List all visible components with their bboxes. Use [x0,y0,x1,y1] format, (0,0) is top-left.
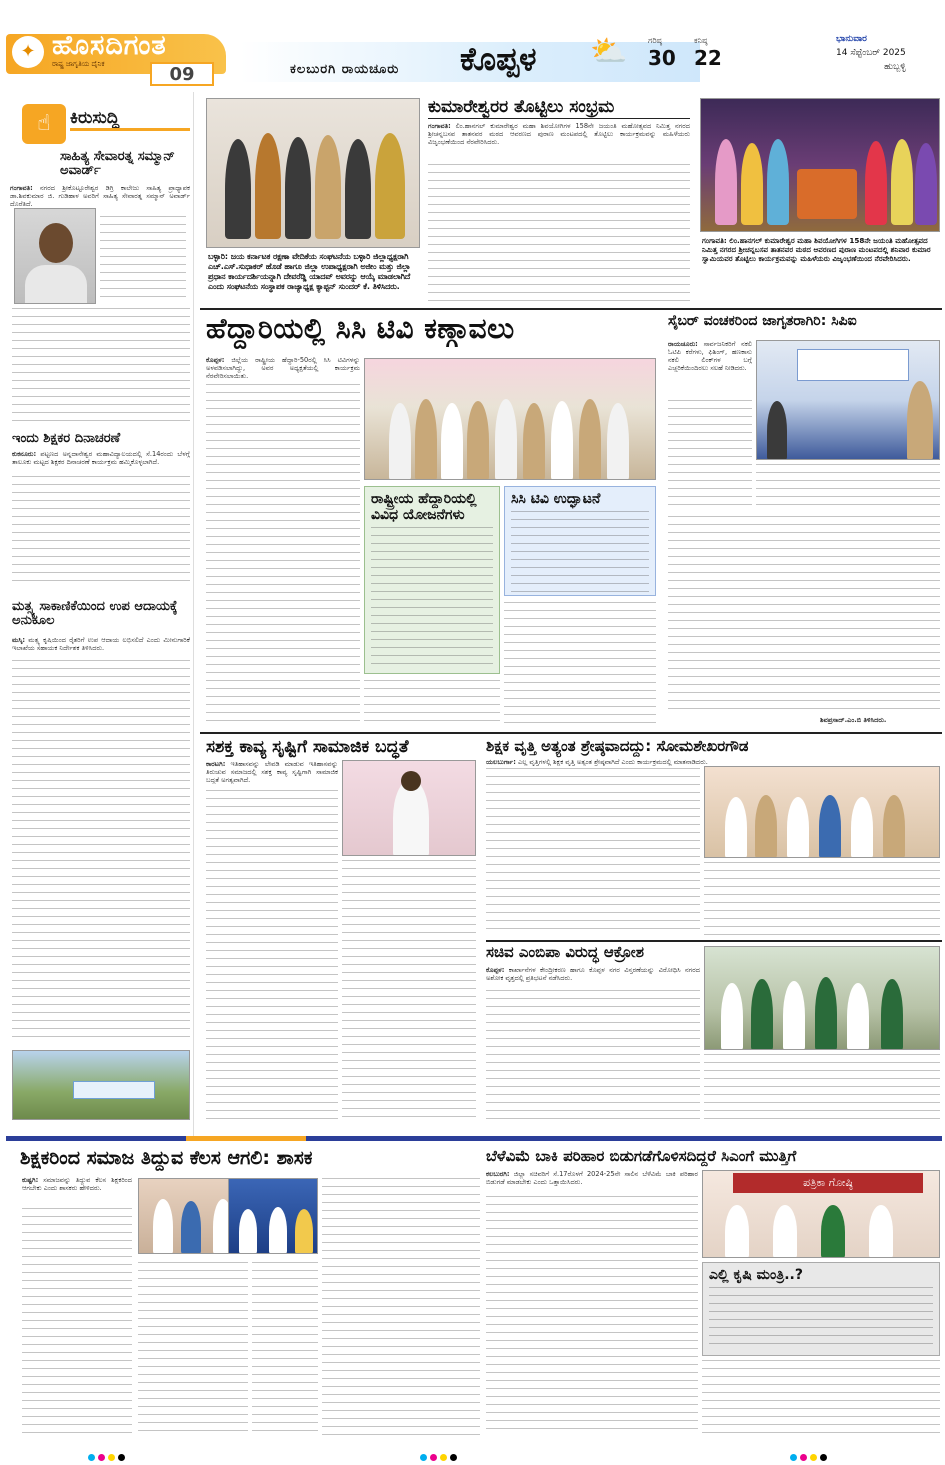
print-registration-marks [790,1446,830,1465]
felicitation-photo [704,766,940,858]
brief-lead: ಮಸ್ಕಿ: ಮತ್ಸ್ಯ ಕೃಷಿಯಿಂದ ರೈತರಿಗೆ ಉಪ ಆದಾಯ ಲಭಿಸಲಿದೆ ಎಂದು ಮೀನುಗಾರಿಕೆ ಇಲಾಖೆಯ ಸಹಾಯಕ ನಿರ್ದೇಶಕ ತಿಳಿಸಿದರು. [12,636,190,653]
quote-box-text [709,1287,933,1349]
portrait-photo [14,208,96,304]
inauguration-photo [364,358,656,480]
brief-lead: ಗಂಗಾವತಿ: ನಗರದ ಶ್ರೀಕೊಟ್ಟೂರೇಶ್ವರ ಡಿಗ್ರಿ ಕಾಲೇಜು ಸಾಹಿತ್ಯ ಪ್ರಾಧ್ಯಾಪಕ ಡಾ.ಶಿವಕುಮಾರ ಜಿ. ಗುಡಿಹಾಳ ಅವರಿಗೆ ಸಾಹಿತ್ಯ ಸೇವಾರತ್ನ ಸಮ್ಮಾನ್ ಅವಾರ್ಡ್ ದೊರೆತಿದೆ. [10,184,190,209]
story-byline: ಶಿವಪ್ರಸಾದ್.ಎಂ.ಬಿ ತಿಳಿಸಿದರು. [820,716,887,724]
lead-headline: ಹೆದ್ದಾರಿಯಲ್ಲಿ ಸಿಸಿ ಟಿವಿ ಕಣ್ಗಾವಲು [206,312,515,345]
info-box-text [511,511,649,593]
story-lead: ಕೊಪ್ಪಳ: ಜಿಲ್ಲೆಯ ರಾಷ್ಟ್ರೀಯ ಹೆದ್ದಾರಿ-50ರಲ್ಲಿ ಸಿಸಿ ಟಿವಿಗಳನ್ನು ಅಳವಡಿಸಲಾಗಿದ್ದು, ಅವರ ಅಧ್ಯಕ್ಷತೆಯಲ್ಲಿ ಕಾರ್ಯಕ್ರಮ ನೆರವೇರಿಸಲಾಯಿತು. [206,356,360,381]
print-registration-marks [88,1446,128,1465]
story-text [206,790,338,1120]
story-text [206,680,360,728]
story-text [704,1054,940,1120]
newspaper-logo: ಹೊಸದಿಗಂತ [52,30,167,61]
story-text [486,768,700,936]
brief-lead: ಕುಕನೂರು: ಪಟ್ಟಣದ ಅನ್ನದಾನೇಶ್ವರ ಮಹಾವಿದ್ಯಾಲಯದಲ್ಲಿ ಸೆ.14ರಂದು ಬೆಳಗ್ಗೆ ತಾಲೂಕು ಮಟ್ಟದ ಶಿಕ್ಷಕರ ದಿನಾಚರಣೆ ಕಾರ್ಯಕ್ರಮ ಹಮ್ಮಿಕೊಳ್ಳಲಾಗಿದೆ. [12,450,190,467]
photo-caption: ಬಳ್ಳಾರಿ: ಜಯ ಕರ್ನಾಟಕ ರಕ್ಷಣಾ ವೇದಿಕೆಯ ಸಂಘಟನೆಯ ಬಳ್ಳಾರಿ ಜಿಲ್ಲಾಧ್ಯಕ್ಷರಾಗಿ ಎಚ್.ಎಸ್.ಸುಧಾಕರ್ ಹೊಡೆ ಹಾಗೂ ಜಿಲ್ಲಾ ಉಪಾಧ್ಯಕ್ಷರಾಗಿ ಅಜೀಂ ಮತ್ತು ಜಿಲ್ಲಾ ಪ್ರಧಾನ ಕಾರ್ಯದರ್ಶಿಯನ್ನಾಗಿ ದೇವರೆಡ್ಡಿ ಯಾದವ್ ಅವರನ್ನು ಆಯ್ಕೆ ಮಾಡಲಾಗಿದೆ ಎಂದು ಸಂಘಟನೆಯ ಸಂಸ್ಥಾಪಕ ರಾಜ್ಯಾಧ್ಯಕ್ಷ ಕ್ಯಾಪ್ಟನ್ ಸುಂದರ್ ಕೆ. ತಿಳಿಸಿದರು. [208,252,411,291]
story-text [364,680,500,728]
section-divider [200,308,942,310]
story-lead: ಕಲಬುರಗಿ: ಜಿಲ್ಲಾ ಸಚಿವರಿಗೆ ಸೆ.17ರೊಳಗೆ 2024-25ನೇ ಸಾಲಿನ ಬೆಳೆವಿಮೆ ಬಾಕಿ ಪರಿಹಾರ ಬಿಡುಗಡೆ ಮಾಡಬೇಕು ಎಂದು ಒತ್ತಾಯಿಸಿದರು. [486,1170,698,1187]
page-number: 09 [150,62,214,86]
weekday: ಭಾನುವಾರ [836,34,867,44]
brief-text [12,660,190,1044]
story-headline: ಕುಮಾರೇಶ್ವರರ ತೊಟ್ಟಿಲು ಸಂಭ್ರಮ [428,97,615,117]
info-box-title: ಸಿಸಿ ಟಿವಿ ಉದ್ಘಾಟನೆ [511,491,601,507]
logo-emblem-icon: ✦ [12,36,44,68]
speaker-photo [342,760,476,856]
story-text [504,602,656,728]
story-lead: ಕೊಪ್ಪಳ: ಕಾರ್ಖಾನೆಗಳ ಕೇಂದ್ರೀಕರಣ ಹಾಗೂ ಕೊಪ್ಪಳ ನಗರ ವಿಸ್ತರಣೆಯನ್ನು ವಿರೋಧಿಸಿ ನಗರದ ಅಶೋಕ ವೃತ್ತದಲ್ಲಿ ಪ್ರತಿಭಟನೆ ನಡೆಸಿದರು. [486,966,700,983]
brief-text [12,476,190,586]
headline-rule [428,118,690,119]
awareness-photo [756,340,940,460]
story-text [756,464,940,510]
photo-caption: ಗಂಗಾವತಿ: ಲಿಂ.ಹಾನಗಲ್ ಕುಮಾರೇಶ್ವರ ಮಹಾ ಶಿವಯೋಗಿಗಳ 158ನೇ ಜಯಂತಿ ಮಹೋತ್ಸವದ ನಿಮಿತ್ತ ನಗರದ ಶ್ರೀಚನ್ನಬಸವ ತಾತನವರ ಮಠದ ಆವರಣದ ಪುರಾಣ ಮಂಟಪದಲ್ಲಿ ಶನಿವಾರ ಕುಮಾರ ಸ್ವಾಮಿಯವರ ತೊಟ್ಟಿಲು ಕಾರ್ಯಕ್ರಮವನ್ನು ಮಹಿಳೆಯರು ವಿಜೃಂಭಣೆಯಿಂದ ನೆರವೇರಿಸಿದರು. [702,236,931,263]
section-underline [70,128,190,131]
colour-bar [306,1136,942,1141]
sun-cloud-icon: ⛅ [590,34,628,69]
info-box-title: ರಾಷ್ಟ್ರೀಯ ಹೆದ್ದಾರಿಯಲ್ಲಿ ವಿವಿಧ ಯೋಜನೆಗಳು [371,491,477,523]
story-text [668,400,752,510]
issue-date: 14 ಸೆಪ್ಟೆಂಬರ್ 2025 [836,48,906,58]
story-lead: ಕಾರಟಗಿ: ಇತಿಹಾಸವನ್ನು ಲೇವಡಿ ಮಾಡುವ ಇತಿಹಾಸವನ್ನು ತಿರುಚುವ ಸಮಾಜದಲ್ಲಿ ಸಶಕ್ತ ಕಾವ್ಯ ಸೃಷ್ಟಿಗಾಗಿ ಸಾಮಾಜಿಕ ಬದ್ಧತೆ ಅಗತ್ಯವಾಗಿದೆ. [206,760,338,785]
story-headline: ಬೆಳೆವಿಮೆ ಬಾಕಿ ಪರಿಹಾರ ಬಿಡುಗಡೆಗೊಳಿಸದಿದ್ದರೆ ಸಿಎಂಗೆ ಮುತ್ತಿಗೆ [486,1147,797,1165]
story-text [206,384,360,674]
max-temp: ಗರಿಷ್ಠ 30 [648,36,676,70]
story-text [428,164,690,306]
region-names: ಕಲಬುರಗಿ ರಾಯಚೂರು [290,62,400,77]
info-box-text [371,527,493,667]
story-text [702,1360,940,1436]
brief-headline: ಮತ್ಸ್ಯ ಸಾಕಾಣಿಕೆಯಿಂದ ಉಪ ಆದಾಯಕ್ಕೆ ಅನುಕೂಲ [12,599,178,629]
story-lead: ರಾಯಚೂರು: ಸಾರ್ವಜನಿಕರಿಗೆ ನಕಲಿ ಓಟಿಪಿ ಕರೆಗಳು, ಫಿಶಿಂಗ್, ಹಣಕಾಸು ನಕಲಿ ಲಿಂಕ್‌ಗಳ ಬಗ್ಗೆ ಎಚ್ಚರಿಕೆಯಿಂದಿರಲು ಸಲಹೆ ನೀಡಿದರು. [668,340,752,373]
story-text [486,1196,698,1436]
quote-box [702,1262,940,1356]
ceremony-photo [700,98,940,232]
press-meet-photo [702,1170,940,1258]
story-lead: ಕುಷ್ಟಗಿ: ಸಮಾಜವನ್ನು ತಿದ್ದುವ ಕೆಲಸ ಶಿಕ್ಷಕರಿಂದ ಆಗಬೇಕು ಎಂದು ಶಾಸಕರು ಹೇಳಿದರು. [22,1176,132,1193]
story-text [342,860,476,1120]
story-headline: ಸಚಿವ ಎಂಬಿಪಾ ವಿರುದ್ಧ ಆಕ್ರೋಶ [486,943,644,961]
info-box-cctv [504,486,656,596]
print-registration-marks [420,1446,460,1465]
protest-photo [704,946,940,1050]
story-text [322,1178,480,1436]
story-text [138,1262,248,1436]
story-headline: ಶಿಕ್ಷಕರಿಂದ ಸಮಾಜ ತಿದ್ದುವ ಕೆಲಸ ಆಗಲಿ: ಶಾಸಕ [20,1147,313,1169]
story-text [252,1262,318,1436]
edition-city: ಕೊಪ್ಪಳ [460,40,537,78]
story-text [704,862,940,936]
dateline-box [836,32,906,74]
colour-bar [6,1136,186,1141]
edition-name: ಹುಬ್ಬಳ್ಳಿ [884,62,906,72]
brief-headline: ಸಾಹಿತ್ಯ ಸೇವಾರತ್ನ ಸಮ್ಮಾನ್ ಅವಾರ್ಡ್ [60,149,175,179]
section-label: ಕಿರುಸುದ್ದಿ [70,108,120,128]
banner-text: ಪತ್ರಿಕಾ ಗೋಷ್ಠಿ [733,1173,923,1193]
brief-text [100,216,186,304]
section-divider [200,732,942,734]
story-lead: ಗಂಗಾವತಿ: ಲಿಂ.ಹಾನಗಲ್ ಕುಮಾರೇಶ್ವರ ಮಹಾ ಶಿವಯೋಗಿಗಳ 158ನೇ ಜಯಂತಿ ಮಹೋತ್ಸವದ ನಿಮಿತ್ತ ನಗರದ ಶ್ರೀಚನ್ನಬಸವ ತಾತನವರ ಮಠದ ಆವರಣದ ಪುರಾಣ ಮಂಟಪದಲ್ಲಿ ತೊಟ್ಟಿಲು ಕಾರ್ಯಕ್ರಮವನ್ನು ಮಹಿಳೆಯರು ವಿಜೃಂಭಣೆಯಿಂದ ನೆರವೇರಿಸಿದರು. [428,122,690,147]
brief-text [12,308,190,428]
stage-photo [228,1178,318,1254]
story-text [22,1208,132,1436]
hand-icon: ☝ [22,104,66,144]
min-temp: ಕನಿಷ್ಠ 22 [694,36,722,70]
logo-tagline: ರಾಷ್ಟ್ರ ಜಾಗೃತಿಯ ದೈನಿಕ [52,60,105,68]
brief-headline: ಇಂದು ಶಿಕ್ಷಕರ ದಿನಾಚರಣೆ [12,431,121,446]
colour-bar [186,1136,306,1141]
masthead [0,0,945,92]
story-headline: ಸೈಬರ್ ವಂಚಕರಿಂದ ಜಾಗೃತರಾಗಿರಿ: ಸಿಪಿಐ [668,313,857,329]
quote-box-title: ಎಲ್ಲಿ ಕೃಷಿ ಮಂತ್ರಿ..? [709,1267,803,1283]
story-headline: ಶಿಕ್ಷಕ ವೃತ್ತಿ ಅತ್ಯಂತ ಶ್ರೇಷ್ಠವಾದದ್ದು: ಸೋಮಶೇಖರಗೌಡ [486,737,749,755]
section-divider [486,940,942,942]
story-lead: ಯಲಬುರ್ಗಾ: ಎಲ್ಲ ವೃತ್ತಿಗಳಲ್ಲಿ ಶಿಕ್ಷಕ ವೃತ್ತಿ ಅತ್ಯಂತ ಶ್ರೇಷ್ಠವಾಗಿದೆ ಎಂದು ಕಾರ್ಯಕ್ರಮದಲ್ಲಿ ಮಾತನಾಡಿದರು. [486,758,708,766]
story-headline: ಸಶಕ್ತ ಕಾವ್ಯ ಸೃಷ್ಟಿಗೆ ಸಾಮಾಜಿಕ ಬದ್ಧತೆ [206,737,409,757]
story-text [668,516,940,712]
group-photo [206,98,420,248]
story-text [486,990,700,1120]
fish-farm-photo [12,1050,190,1120]
info-box-schemes [364,486,500,674]
